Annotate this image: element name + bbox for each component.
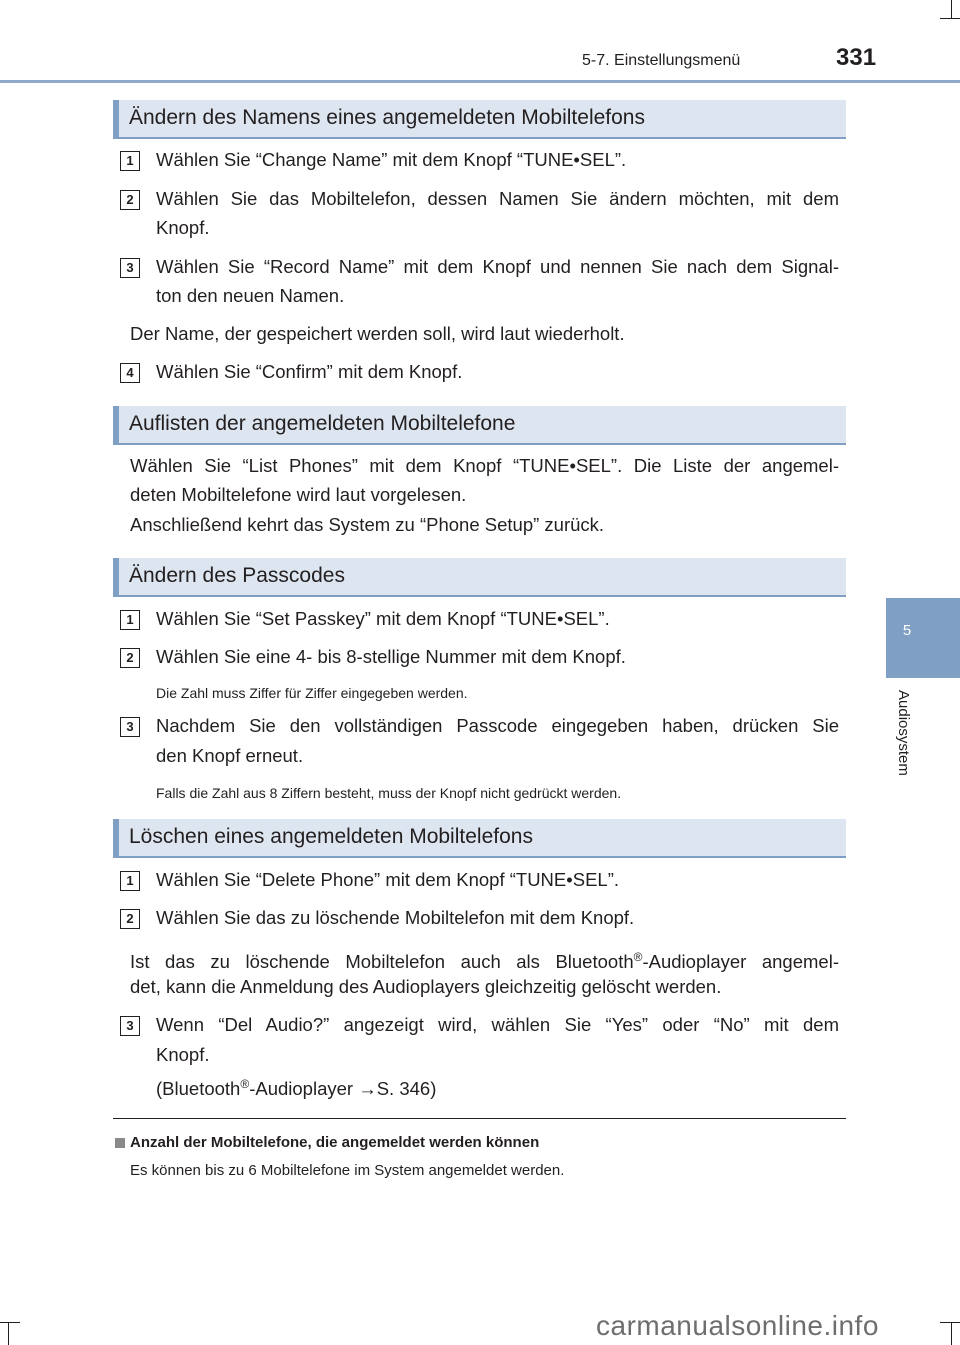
step-text: Wählen Sie “Delete Phone” mit dem Knopf “TUNE•SEL”. <box>156 869 619 890</box>
header-rule <box>0 80 960 83</box>
crop-mark <box>951 0 952 18</box>
section-heading <box>113 406 846 445</box>
registered-mark: ® <box>633 950 643 964</box>
crop-mark <box>940 18 960 19</box>
step-text: Wenn “Del Audio?” angezeigt wird, wählen Sie “Yes” oder “No” mit dem <box>156 1014 839 1035</box>
section-heading <box>113 819 846 858</box>
step-text: Wählen Sie “Set Passkey” mit dem Knopf “TUNE•SEL”. <box>156 608 610 629</box>
step-subnote: Falls die Zahl aus 8 Ziffern besteht, muss der Knopf nicht gedrückt werden. <box>156 785 622 801</box>
step-text: Nachdem Sie den vollständigen Passcode eingegeben haben, drücken Sie <box>156 715 839 736</box>
step-text: Knopf. <box>156 217 210 238</box>
section-heading <box>113 100 846 139</box>
crop-mark <box>0 1322 20 1323</box>
step-text: ton den neuen Namen. <box>156 285 345 306</box>
step-text: Knopf. <box>156 1044 210 1065</box>
divider <box>113 1118 846 1119</box>
step-number: 1 <box>120 610 140 630</box>
body-text: deten Mobiltelefone wird laut vorgelesen. <box>130 484 467 505</box>
page-number: 331 <box>836 44 877 71</box>
step-text: den Knopf erneut. <box>156 745 304 766</box>
body-text: Anschließend kehrt das System zu “Phone Setup” zurück. <box>130 514 605 535</box>
info-text: Der Name, der gespeichert werden soll, wird laut wiederholt. <box>130 323 625 344</box>
info-text: Ist das zu löschende Mobiltelefon auch als Bluetooth®-Audioplayer angemel- <box>130 950 839 973</box>
step-number: 2 <box>120 190 140 210</box>
step-text: Wählen Sie “Record Name” mit dem Knopf und nennen Sie nach dem Signal- <box>156 256 839 277</box>
crop-mark <box>951 1322 952 1345</box>
step-text: Wählen Sie “Confirm” mit dem Knopf. <box>156 361 463 382</box>
body-text: Wählen Sie “List Phones” mit dem Knopf “TUNE•SEL”. Die Liste der angemel- <box>130 455 839 476</box>
step-number: 1 <box>120 871 140 891</box>
footnote-heading: Anzahl der Mobiltelefone, die angemeldet werden können <box>130 1134 540 1151</box>
square-bullet-icon <box>115 1138 125 1148</box>
step-text: Wählen Sie das zu löschende Mobiltelefon mit dem Knopf. <box>156 907 635 928</box>
footnote-text: Es können bis zu 6 Mobiltelefone im System angemeldet werden. <box>130 1162 565 1179</box>
crop-mark <box>940 1322 960 1323</box>
info-text: det, kann die Anmeldung des Audioplayers gleichzeitig gelöscht werden. <box>130 976 722 997</box>
watermark: carmanualsonline.info <box>596 1310 879 1341</box>
step-number: 1 <box>120 151 140 171</box>
step-number: 3 <box>120 1016 140 1036</box>
section-title: Ändern des Passcodes <box>129 564 345 587</box>
registered-mark: ® <box>240 1077 250 1091</box>
step-number: 4 <box>120 363 140 383</box>
running-header: 5-7. Einstellungsmenü <box>582 52 741 69</box>
section-title: Auflisten der angemeldeten Mobiltelefone <box>129 412 516 435</box>
step-text: Wählen Sie das Mobiltelefon, dessen Namen Sie ändern möchten, mit dem <box>156 188 839 209</box>
step-text: Wählen Sie “Change Name” mit dem Knopf “TUNE•SEL”. <box>156 149 627 170</box>
chapter-tab <box>886 598 960 678</box>
chapter-label: Audiosystem <box>895 690 912 776</box>
section-heading <box>113 558 846 597</box>
arrow-icon: → <box>358 1078 377 1100</box>
step-number: 3 <box>120 717 140 737</box>
section-title: Ändern des Namens eines angemeldeten Mobiltelefons <box>129 106 645 129</box>
step-text: Wählen Sie eine 4- bis 8-stellige Nummer mit dem Knopf. <box>156 646 626 667</box>
step-subnote: Die Zahl muss Ziffer für Ziffer eingegeben werden. <box>156 685 468 701</box>
section-title: Löschen eines angemeldeten Mobiltelefons <box>129 825 533 848</box>
step-number: 2 <box>120 648 140 668</box>
crop-mark <box>8 1322 9 1345</box>
step-number: 2 <box>120 909 140 929</box>
page-reference[interactable]: (Bluetooth®-Audioplayer →S. 346) <box>156 1077 437 1100</box>
chapter-number: 5 <box>902 622 912 639</box>
step-number: 3 <box>120 258 140 278</box>
